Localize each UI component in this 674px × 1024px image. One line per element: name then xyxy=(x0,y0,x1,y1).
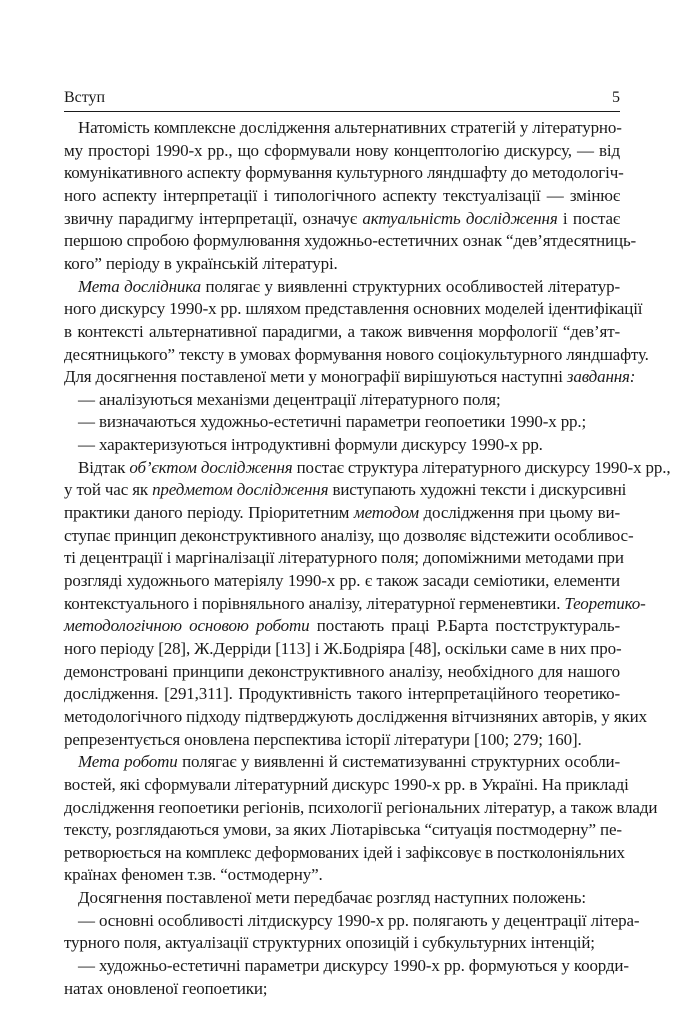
text-span: виступають художні тексти і дискурсивні xyxy=(328,480,627,500)
text-line xyxy=(78,434,620,456)
italic-phrase: Мета роботи xyxy=(78,752,178,772)
text-span: му просторі 1990-х рр., що сформували нову концептологію дискурсу, — від xyxy=(64,140,620,160)
text-line xyxy=(64,344,649,366)
text-line xyxy=(64,253,620,275)
text-span: розгляді художнього матеріялу 1990-х рр. є також засади семіотики, елементи xyxy=(64,571,620,590)
text-span: методологічного підходу підтверджують дослідження вітчизняних авторів, у яких xyxy=(64,706,647,726)
text-span: дослідження. [291,311]. Продуктивність такого інтерпретаційного теоретико- xyxy=(64,684,620,704)
text-span: полягає у виявленні й систематизуванні структурних особли- xyxy=(177,752,620,772)
text-line xyxy=(78,117,620,139)
text-span: дослідження геопоетики регіонів, психології регіональних літератур, а також влади xyxy=(64,797,658,817)
text-span: тексту, розглядаються умови, за яких Ліотарівська “ситуація постмодерну” пе- xyxy=(64,820,622,840)
text-line xyxy=(64,819,620,841)
text-line xyxy=(64,615,620,637)
text-line xyxy=(78,887,620,909)
italic-phrase: методом xyxy=(353,503,419,523)
text-line xyxy=(64,706,647,728)
text-span: постає структура літературного дискурсу 1990-х рр., xyxy=(292,457,671,477)
italic-phrase: Мета дослідника xyxy=(78,276,201,296)
text-span: ті децентрації і маргіналізації літературного поля; допоміжними методами при xyxy=(64,548,624,568)
text-span: — художньо-естетичні параметри дискурсу 1990-х рр. формуються у коорди- xyxy=(78,956,629,976)
text-span: контекстуального і порівняльного аналізу, літературної герменевтики. xyxy=(64,593,565,613)
text-line xyxy=(64,479,627,501)
text-span: ного аспекту інтерпретації і типологічного аспекту текстуалізації — змінює xyxy=(64,185,620,205)
text-span: постають праці Р.Барта постструктураль- xyxy=(309,616,620,636)
text-span: ного періоду [28], Ж.Дерріди [113] і Ж.Бодріяра [48], оскільки саме в них про- xyxy=(64,638,622,658)
text-span: десятницького” тексту в умовах формування нового соціокультурного ляндшафту. xyxy=(64,344,649,364)
text-line xyxy=(64,864,620,886)
text-span: і постає xyxy=(557,208,621,228)
text-line xyxy=(64,140,620,162)
text-line xyxy=(78,389,620,411)
text-span: Для досягнення поставленої мети у монографії вирішуються наступні xyxy=(64,367,567,387)
text-span: востей, які сформували літературний дискурс 1990-х рр. в Україні. На прикладі xyxy=(64,774,629,794)
text-line xyxy=(64,570,620,592)
text-line xyxy=(78,955,629,977)
text-span: країнах феномен т.зв. “остмодерну”. xyxy=(64,865,323,885)
text-span: — визначаються художньо-естетичні параметри геопоетики 1990-х рр.; xyxy=(78,412,587,432)
text-line xyxy=(64,661,620,683)
text-span: — основні особливості літдискурсу 1990-х рр. полягають у децентрації літера- xyxy=(78,910,640,930)
page-number: 5 xyxy=(612,89,620,106)
text-line xyxy=(64,547,624,569)
text-line xyxy=(64,525,634,547)
text-span: звичну парадигму інтерпретації, означує xyxy=(64,208,363,228)
text-line xyxy=(64,683,620,705)
text-line xyxy=(78,411,620,433)
text-span: натах оновленої геопоетики; xyxy=(64,978,268,998)
text-line xyxy=(78,276,620,298)
text-line xyxy=(78,910,640,932)
italic-phrase: методологічною основою роботи xyxy=(64,616,310,636)
text-span: Натомість комплексне дослідження альтернативних стратегій у літературно- xyxy=(78,118,622,137)
text-line xyxy=(64,593,646,615)
text-span: ного дискурсу 1990-х рр. шляхом представлення основних моделей ідентифікації xyxy=(64,299,643,319)
text-line xyxy=(64,230,637,252)
italic-phrase: Теоретико- xyxy=(564,593,646,613)
text-line xyxy=(64,797,658,819)
italic-phrase: об’єктом дослідження xyxy=(129,457,293,477)
text-line xyxy=(64,208,620,230)
text-line xyxy=(64,502,620,524)
text-span: Відтак xyxy=(78,457,130,477)
text-span: демонстровані принципи деконструктивного аналізу, необхідного для нашого xyxy=(64,661,620,681)
text-span: репрезентується оновлена перспектива історії літератури [100; 279; 160]. xyxy=(64,729,582,749)
text-span: в контексті альтернативної парадигми, а також вивчення морфології “дев’ят- xyxy=(64,321,620,341)
text-span: турного поля, актуалізації структурних опозицій і субкультурних інтенцій; xyxy=(64,933,595,953)
text-line xyxy=(64,366,636,388)
text-span: дослідження при цьому ви- xyxy=(418,503,621,523)
text-span: полягає у виявленні структурних особливостей літератур- xyxy=(200,276,620,296)
text-span: першою спробою формулювання художньо-естетичних ознак “дев’ятдесятниць- xyxy=(64,231,637,251)
italic-phrase: актуальність дослідження xyxy=(362,208,558,228)
text-span: у той час як xyxy=(64,480,153,500)
text-span: практики даного періоду. Пріоритетним xyxy=(64,503,354,523)
text-span: ретворюється на комплекс деформованих ідей і зафіксовує в постколоніяльних xyxy=(64,842,625,862)
text-line xyxy=(64,638,620,660)
text-span: — характеризуються інтродуктивні формули дискурсу 1990-х рр. xyxy=(78,435,543,455)
text-line xyxy=(64,162,624,184)
text-line xyxy=(64,932,620,954)
text-line xyxy=(64,298,643,320)
text-line xyxy=(64,842,625,864)
text-line xyxy=(64,774,629,796)
text-span: комунікативного аспекту формування культурного ляндшафту до методологіч- xyxy=(64,163,624,183)
italic-phrase: предметом дослідження xyxy=(152,480,329,500)
text-line xyxy=(64,729,620,751)
text-line xyxy=(78,751,620,773)
text-span: Досягнення поставленої мети передбачає розгляд наступних положень: xyxy=(78,888,586,908)
text-span: кого” періоду в українській літературі. xyxy=(64,253,338,273)
text-span: — аналізуються механізми децентрації літературного поля; xyxy=(78,389,501,409)
italic-phrase: завдання: xyxy=(566,367,636,387)
text-span: ступає принцип деконструктивного аналізу, що дозволяє відстежити особливос- xyxy=(64,525,634,545)
text-line xyxy=(64,185,620,207)
text-line xyxy=(64,321,620,343)
text-line xyxy=(78,457,671,479)
text-line xyxy=(64,978,620,1000)
section-title: Вступ xyxy=(64,89,106,106)
